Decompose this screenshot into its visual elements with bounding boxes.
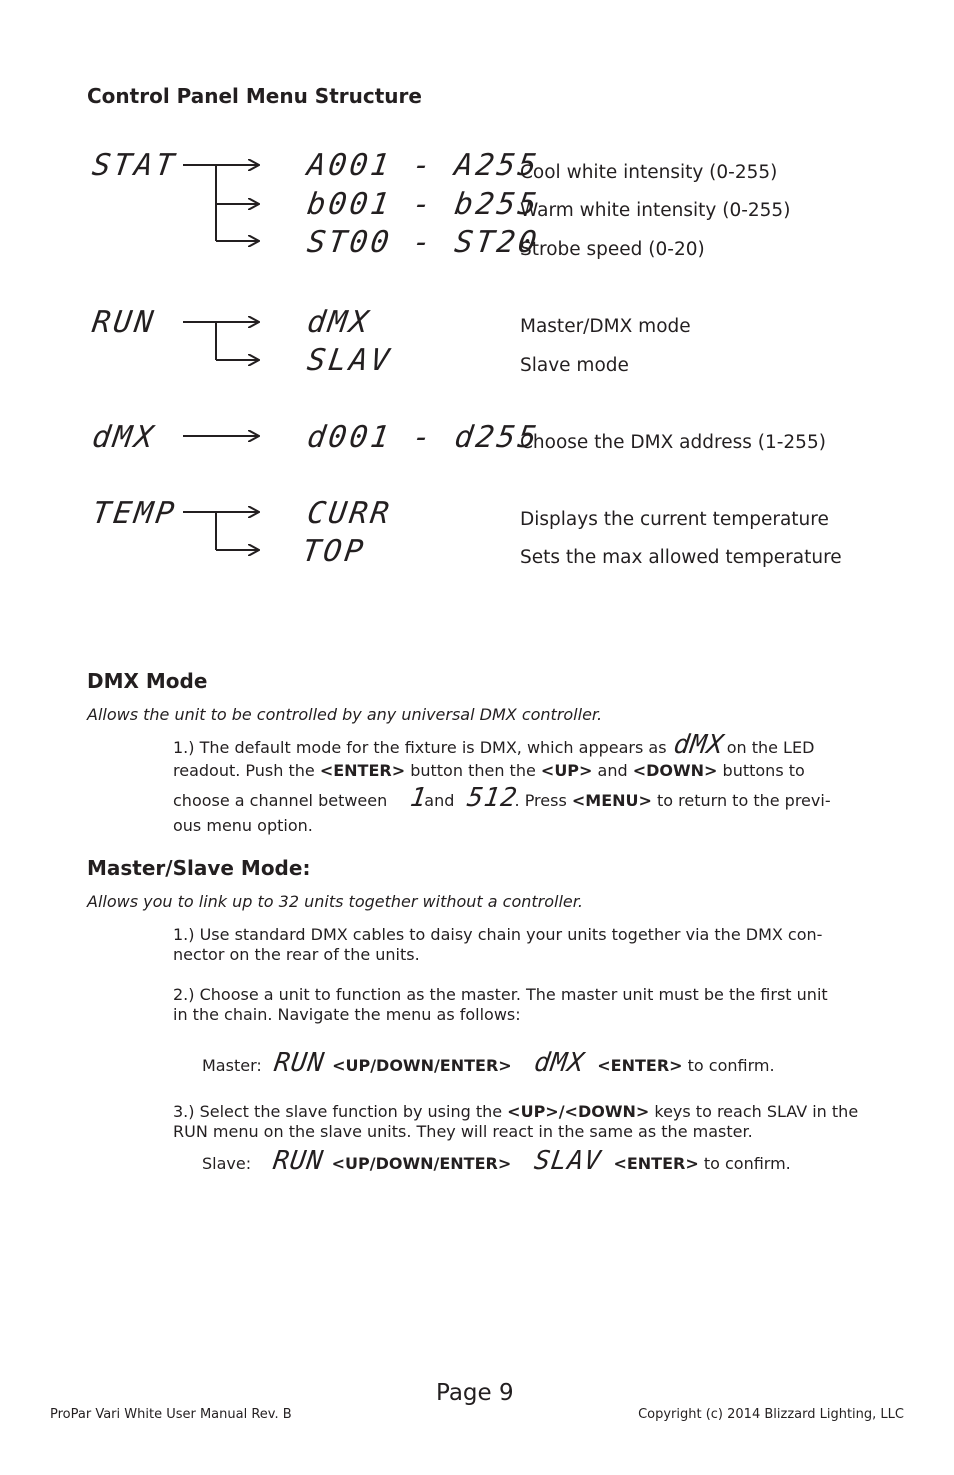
master-slave-heading: Master/Slave Mode: [87,856,311,880]
led-code-run: RUN [272,1048,327,1078]
led-code-dmx: dMX [671,730,726,760]
dmx-mode-heading: DMX Mode [87,669,208,693]
footer-right: Copyright (c) 2014 Blizzard Lighting, LLC [638,1407,904,1422]
page-title: Control Panel Menu Structure [87,84,422,108]
master-slave-step-2: 2.) Choose a unit to function as the master. The master unit must be the first unit in the chain. Navigate the menu as follows: [173,985,828,1024]
master-slave-intro: Allows you to link up to 32 units together without a controller. [87,892,583,911]
menu-display: A001 - A255 [305,148,542,183]
menu-code-run: RUN [90,305,159,340]
menu-display: d001 - d255 [305,420,542,455]
slave-sequence: Slave: RUN <UP/DOWN/ENTER> SLAV <ENTER> to confirm. [202,1146,791,1176]
menu-desc: Strobe speed (0-20) [520,239,705,260]
menu-code-temp: TEMP [90,496,180,531]
footer-left: ProPar Vari White User Manual Rev. B [50,1407,292,1422]
dmx-mode-paragraph: 1.) The default mode for the fixture is DMX, which appears as dMX on the LED readout. Push the <ENTER> button then the <UP> and <DOWN> buttons to choose a channel between 1and 512. Press <MENU> to return to the previ- ous menu option. [173,730,831,835]
menu-display: dMX [305,305,374,340]
menu-desc: Displays the current temperature [520,509,829,530]
led-code-run: RUN [271,1146,326,1176]
menu-desc: Slave mode [520,355,629,376]
menu-desc: Warm white intensity (0-255) [520,200,791,221]
menu-display: CURR [305,496,395,531]
master-slave-step-1: 1.) Use standard DMX cables to daisy chain your units together via the DMX con-nector on the rear of the units. [173,925,823,964]
master-sequence: Master: RUN <UP/DOWN/ENTER> dMX <ENTER> to confirm. [202,1048,775,1078]
led-code-dmx: dMX [532,1048,587,1078]
menu-code-stat: STAT [90,148,180,183]
menu-display: b001 - b255 [305,187,542,222]
menu-code-dmx: dMX [90,420,159,455]
menu-display: TOP [300,534,369,569]
led-code-slav: SLAV [531,1146,603,1176]
dmx-mode-intro: Allows the unit to be controlled by any universal DMX controller. [87,705,603,724]
menu-desc: Cool white intensity (0-255) [520,162,778,183]
menu-desc: Choose the DMX address (1-255) [520,432,826,453]
menu-desc: Master/DMX mode [520,316,691,337]
page-number: Page 9 [436,1380,514,1406]
menu-desc: Sets the max allowed temperature [520,547,842,568]
led-code-512: 512 [464,783,520,813]
menu-display: SLAV [305,343,395,378]
led-code-1: 1 [407,783,429,813]
menu-display: ST00 - ST20 [305,225,542,260]
master-slave-step-3: 3.) Select the slave function by using the <UP>/<DOWN> keys to reach SLAV in the RUN menu on the slave units. They will react in the same as the master. [173,1102,859,1141]
